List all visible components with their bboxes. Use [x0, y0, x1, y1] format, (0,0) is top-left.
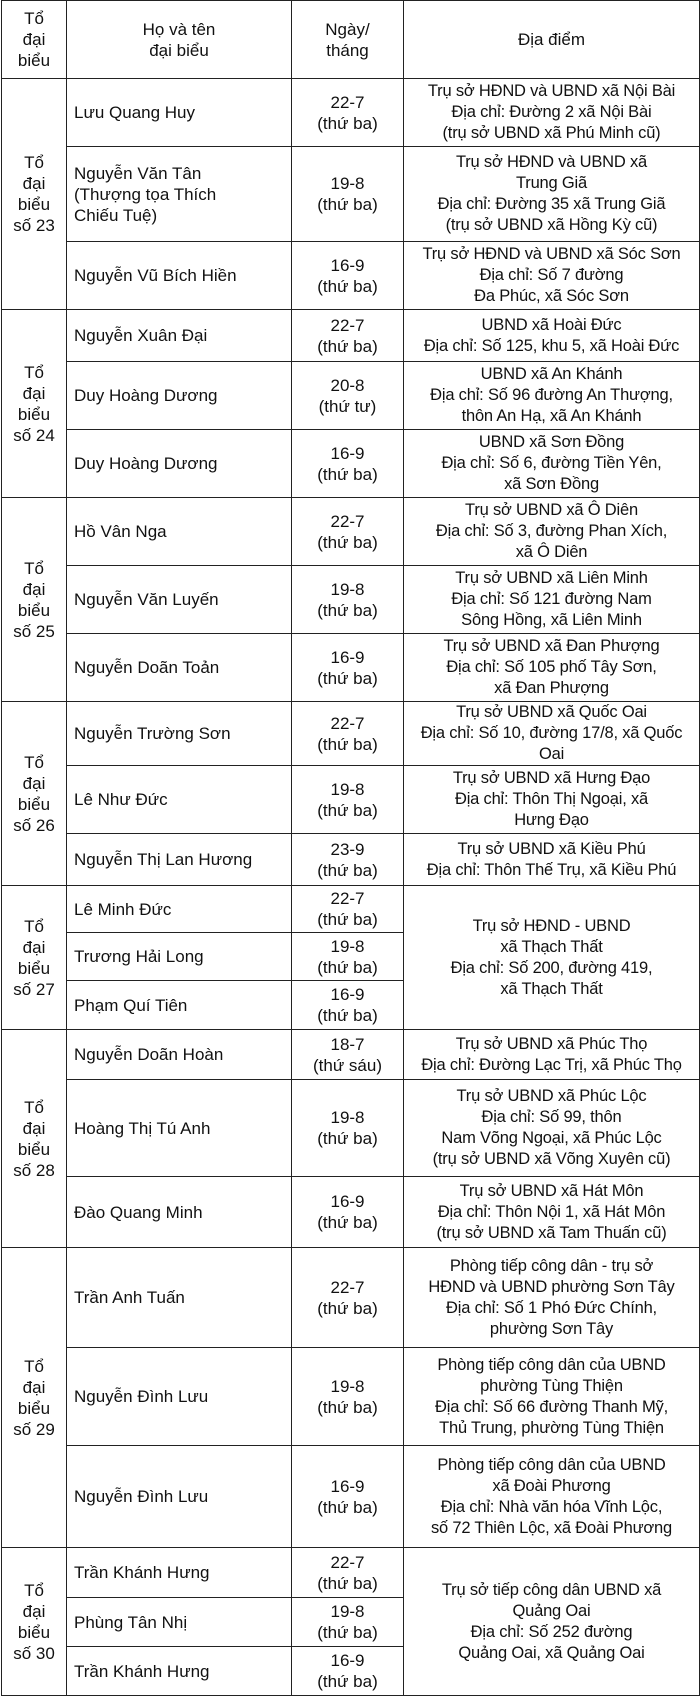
text-line: Trụ sở HĐND và UBND xã	[456, 153, 647, 171]
text-line: (thứ ba)	[317, 1213, 378, 1232]
text-line: số 30	[13, 1643, 55, 1663]
delegate-name	[67, 310, 292, 362]
text-line: Quảng Oai, xã Quảng Oai	[458, 1643, 645, 1662]
text-line: biểu	[17, 1139, 51, 1159]
text-line: 19-8	[330, 579, 365, 599]
meeting-place	[404, 242, 700, 310]
text-line: (thứ ba)	[317, 195, 378, 214]
text-line: Địa chỉ: Số 121 đường Nam	[451, 590, 652, 608]
delegate-name	[67, 1548, 292, 1598]
text-line: (thứ ba)	[317, 276, 378, 296]
text-line: Trụ sở UBND xã Đan Phượng	[443, 637, 660, 655]
header-group: Tổ đại biểu	[2, 1, 67, 79]
delegate-name	[67, 1177, 292, 1248]
header-place: Địa điểm	[404, 1, 700, 79]
text-line: Trụ sở UBND xã Hát Môn	[459, 1181, 644, 1200]
text-line: biểu	[17, 958, 51, 978]
text-line: 22-7	[330, 713, 365, 733]
group-label	[2, 702, 67, 886]
table-row	[2, 79, 700, 147]
meeting-date	[292, 498, 404, 566]
group-label	[2, 1548, 67, 1696]
text-line: (thứ ba)	[317, 800, 378, 820]
table-row	[2, 766, 700, 834]
text-line: Phạm Quí Tiên	[74, 995, 188, 1015]
text-line: Trụ sở UBND xã Kiều Phú	[457, 839, 646, 858]
text-line: (thứ ba)	[317, 532, 378, 552]
group-label	[2, 1030, 67, 1248]
text-line: Nguyễn Doãn Hoàn	[74, 1045, 224, 1064]
meeting-date	[292, 147, 404, 242]
text-line: số 28	[13, 1160, 55, 1180]
text-line: số 29	[13, 1419, 55, 1439]
meeting-place	[404, 1446, 700, 1548]
group-label	[2, 886, 67, 1030]
text-line: Lê Như Đức	[74, 790, 168, 809]
text-line: Trụ sở HĐND - UBND	[472, 916, 631, 935]
delegate-name	[67, 634, 292, 702]
text-line: Lê Minh Đức	[74, 899, 172, 919]
text-line: (thứ ba)	[317, 600, 378, 620]
text-line: xã Đan Phượng	[494, 679, 609, 697]
meeting-place	[404, 766, 700, 834]
text-line: (thứ ba)	[317, 957, 378, 977]
text-line: số 26	[13, 815, 55, 835]
table-row	[2, 498, 700, 566]
schedule-table	[1, 0, 700, 1696]
text-line: Trụ sở UBND xã Phúc Lộc	[456, 1087, 647, 1105]
meeting-place	[404, 430, 700, 498]
text-line: Tổ	[24, 916, 44, 936]
text-line: Tổ	[24, 1356, 44, 1376]
delegate-name	[67, 1080, 292, 1177]
text-line: (thứ ba)	[317, 910, 378, 929]
table-row	[2, 1446, 700, 1548]
text-line: Địa chỉ: Đường 2 xã Nội Bài	[451, 103, 652, 121]
text-line: biểu	[17, 195, 51, 214]
meeting-date	[292, 702, 404, 766]
text-line: 22-7	[330, 92, 365, 112]
table-row	[2, 1177, 700, 1248]
meeting-date	[292, 766, 404, 834]
text-line: Địa chỉ: Đường Lạc Trị, xã Phúc Thọ	[421, 1055, 682, 1074]
text-line: xã Ô Diên	[515, 543, 588, 561]
text-line: Sông Hồng, xã Liên Minh	[461, 611, 642, 629]
text-line: Trụ sở UBND xã Quốc Oai	[456, 703, 647, 721]
text-line: Thủ Trung, phường Tùng Thiện	[439, 1418, 664, 1437]
delegate-name	[67, 886, 292, 933]
text-line: Trần Khánh Hưng	[74, 1661, 210, 1681]
text-line: Duy Hoàng Dương	[74, 454, 218, 473]
text-line: (thứ ba)	[317, 1497, 378, 1517]
text-line: 19-8	[330, 1108, 365, 1127]
text-line: (thứ ba)	[317, 1623, 378, 1642]
text-line: (thứ ba)	[317, 668, 378, 688]
meeting-place	[404, 1548, 700, 1696]
table-row	[2, 702, 700, 766]
text-line: Duy Hoàng Dương	[74, 386, 218, 405]
text-line: (Thượng tọa Thích	[74, 184, 217, 204]
text-line: (thứ sáu)	[312, 1055, 382, 1075]
text-line: Nguyễn Doãn Toản	[74, 658, 220, 677]
group-label	[2, 310, 67, 498]
text-line: đại	[22, 1377, 46, 1397]
table-row	[2, 362, 700, 430]
text-line: Địa chỉ: Số 3, đường Phan Xích,	[435, 522, 668, 540]
delegate-name	[67, 1598, 292, 1647]
text-line: (thứ ba)	[317, 1573, 378, 1593]
meeting-date	[292, 981, 404, 1030]
group-label	[2, 498, 67, 702]
text-line: số 25	[13, 621, 55, 641]
text-line: đại	[22, 383, 46, 403]
header-date: Ngày/ tháng	[292, 1, 404, 79]
text-line: 22-7	[330, 889, 365, 908]
text-line: (thứ ba)	[317, 336, 378, 356]
text-line: Tổ	[24, 362, 44, 382]
text-line: 18-7	[330, 1034, 365, 1054]
delegate-name	[67, 242, 292, 310]
text-line: Địa chỉ: Số 6, đường Tiền Yên,	[441, 454, 662, 472]
meeting-date	[292, 79, 404, 147]
text-line: Trụ sở tiếp công dân UBND xã	[441, 1580, 662, 1599]
text-line: Nguyễn Vũ Bích Hiền	[74, 266, 237, 285]
text-line: (thứ ba)	[317, 860, 378, 880]
text-line: số 72 Thiên Lộc, xã Đoài Phương	[430, 1518, 672, 1537]
text-line: Địa chỉ: Thôn Thế Trụ, xã Kiều Phú	[426, 860, 677, 879]
delegate-name	[67, 79, 292, 147]
text-line: 19-8	[330, 779, 365, 799]
text-line: Hoàng Thị Tú Anh	[74, 1118, 211, 1138]
text-line: đại	[22, 1118, 46, 1138]
meeting-date	[292, 566, 404, 634]
text-line: (trụ sở UBND xã Phú Minh cũ)	[442, 124, 661, 142]
text-line: thôn An Hạ, xã An Khánh	[461, 407, 642, 425]
text-line: Trần Khánh Hưng	[74, 1563, 210, 1582]
delegate-name	[67, 1030, 292, 1080]
meeting-date	[292, 310, 404, 362]
table-row	[2, 242, 700, 310]
text-line: (thứ ba)	[317, 1006, 378, 1025]
delegate-name	[67, 566, 292, 634]
delegate-name	[67, 766, 292, 834]
delegate-name	[67, 702, 292, 766]
text-line: Hồ Vân Nga	[74, 522, 167, 541]
header-row	[2, 1, 700, 79]
text-line: 16-9	[330, 647, 365, 667]
text-line: Địa chỉ: Số 10, đường 17/8, xã Quốc Oai	[420, 724, 683, 763]
delegate-name	[67, 1446, 292, 1548]
meeting-date	[292, 430, 404, 498]
text-line: biểu	[17, 404, 51, 424]
meeting-date	[292, 1598, 404, 1647]
text-line: xã Đoài Phương	[492, 1476, 611, 1495]
text-line: 23-9	[330, 839, 365, 859]
text-line: Trụ sở UBND xã Phúc Thọ	[455, 1034, 648, 1053]
text-line: Trụ sở HĐND và UBND xã Sóc Sơn	[422, 245, 681, 263]
text-line: biểu	[17, 1398, 51, 1418]
text-line: đại	[22, 773, 46, 793]
text-line: HĐND và UBND phường Sơn Tây	[428, 1277, 675, 1296]
meeting-date	[292, 1177, 404, 1248]
text-line: 22-7	[330, 511, 365, 531]
text-line: Quảng Oai	[512, 1601, 591, 1620]
meeting-date	[292, 362, 404, 430]
meeting-place	[404, 1248, 700, 1348]
text-line: Trụ sở HĐND và UBND xã Nội Bài	[427, 82, 676, 100]
meeting-place	[404, 310, 700, 362]
text-line: Địa chỉ: Nhà văn hóa Vĩnh Lộc,	[440, 1497, 663, 1516]
text-line: (thứ ba)	[317, 1672, 378, 1691]
text-line: (thứ ba)	[317, 464, 378, 484]
text-line: Đa Phúc, xã Sóc Sơn	[474, 287, 629, 305]
delegate-name	[67, 1348, 292, 1446]
table-row	[2, 634, 700, 702]
meeting-date	[292, 1030, 404, 1080]
meeting-place	[404, 634, 700, 702]
text-line: (thứ ba)	[317, 113, 378, 133]
delegate-name	[67, 933, 292, 981]
text-line: Tổ	[24, 1097, 44, 1117]
table-row	[2, 147, 700, 242]
table-row	[2, 1548, 700, 1598]
text-line: đại	[22, 174, 46, 193]
text-line: UBND xã Hoài Đức	[481, 315, 622, 334]
meeting-place	[404, 566, 700, 634]
text-line: Trung Giã	[516, 174, 587, 192]
table-row	[2, 1248, 700, 1348]
text-line: Phòng tiếp công dân của UBND	[437, 1455, 666, 1474]
group-label	[2, 1248, 67, 1548]
text-line: xã Thạch Thất	[500, 979, 603, 998]
table-row	[2, 310, 700, 362]
text-line: (thứ ba)	[317, 1129, 378, 1148]
header-name: Họ và tên đại biểu	[67, 1, 292, 79]
meeting-date	[292, 933, 404, 981]
text-line: 19-8	[330, 936, 365, 956]
text-line: Địa chỉ: Số 125, khu 5, xã Hoài Đức	[423, 336, 680, 355]
meeting-place	[404, 1348, 700, 1446]
meeting-place	[404, 147, 700, 242]
text-line: biểu	[17, 794, 51, 814]
meeting-place	[404, 886, 700, 1030]
meeting-date	[292, 1248, 404, 1348]
text-line: số 24	[13, 425, 55, 445]
text-line: Trụ sở UBND xã Ô Diên	[465, 501, 638, 519]
text-line: Địa chỉ: Số 66 đường Thanh Mỹ,	[435, 1397, 668, 1416]
delegate-name	[67, 981, 292, 1030]
text-line: Chiếu Tuệ)	[74, 205, 158, 225]
delegate-name	[67, 834, 292, 886]
text-line: xã Thạch Thất	[500, 937, 603, 956]
text-line: UBND xã Sơn Đồng	[478, 433, 625, 451]
text-line: đại	[22, 937, 46, 957]
delegate-name	[67, 1647, 292, 1696]
delegate-name	[67, 362, 292, 430]
delegate-name	[67, 147, 292, 242]
text-line: đại	[22, 1601, 46, 1621]
text-line: Địa chỉ: Số 105 phố Tây Sơn,	[446, 658, 657, 676]
text-line: Nguyễn Trường Sơn	[74, 724, 231, 743]
meeting-place	[404, 1080, 700, 1177]
text-line: Địa chỉ: Thôn Nội 1, xã Hát Môn	[437, 1202, 666, 1221]
text-line: phường Tùng Thiện	[480, 1376, 623, 1395]
text-line: 20-8	[330, 375, 365, 395]
text-line: biểu	[17, 600, 51, 620]
meeting-place	[404, 834, 700, 886]
text-line: phường Sơn Tây	[489, 1319, 614, 1338]
text-line: Địa chỉ: Số 200, đường 419,	[450, 958, 653, 977]
table-row	[2, 566, 700, 634]
table-row	[2, 1080, 700, 1177]
text-line: 22-7	[330, 315, 365, 335]
text-line: 19-8	[330, 1376, 365, 1396]
text-line: Trụ sở UBND xã Hưng Đạo	[452, 769, 651, 787]
text-line: Đào Quang Minh	[74, 1202, 203, 1222]
text-line: Nguyễn Thị Lan Hương	[74, 850, 253, 869]
text-line: (thứ ba)	[317, 734, 378, 754]
table-row	[2, 430, 700, 498]
text-line: Địa chỉ: Số 252 đường	[470, 1622, 633, 1641]
text-line: đại	[22, 579, 46, 599]
text-line: 19-8	[330, 174, 365, 193]
text-line: Địa chỉ: Đường 35 xã Trung Giã	[437, 195, 666, 213]
text-line: Trần Anh Tuấn	[74, 1288, 185, 1307]
text-line: Phòng tiếp công dân của UBND	[437, 1355, 666, 1374]
table-row	[2, 1348, 700, 1446]
delegate-name	[67, 498, 292, 566]
text-line: Nguyễn Văn Tân	[74, 163, 202, 183]
text-line: Nguyễn Đình Lưu	[74, 1387, 209, 1406]
meeting-date	[292, 1348, 404, 1446]
text-line: 22-7	[330, 1277, 365, 1297]
text-line: Tổ	[24, 1580, 44, 1600]
text-line: 22-7	[330, 1552, 365, 1572]
table-row	[2, 834, 700, 886]
text-line: 16-9	[330, 255, 365, 275]
text-line: (trụ sở UBND xã Tam Thuấn cũ)	[436, 1223, 667, 1242]
meeting-date	[292, 886, 404, 933]
text-line: Phòng tiếp công dân - trụ sở	[449, 1256, 654, 1275]
text-line: Tổ	[24, 558, 44, 578]
text-line: 16-9	[330, 1192, 365, 1211]
text-line: Địa chỉ: Số 99, thôn	[481, 1108, 622, 1126]
text-line: Nguyễn Văn Luyến	[74, 590, 219, 609]
text-line: 19-8	[330, 1602, 365, 1621]
text-line: 16-9	[330, 985, 365, 1004]
text-line: 16-9	[330, 443, 365, 463]
text-line: Trương Hải Long	[74, 947, 204, 966]
delegate-name	[67, 430, 292, 498]
meeting-date	[292, 1647, 404, 1696]
text-line: số 23	[13, 216, 55, 235]
meeting-place	[404, 498, 700, 566]
meeting-place	[404, 1177, 700, 1248]
text-line: Nam Võng Ngoại, xã Phúc Lộc	[441, 1129, 662, 1147]
meeting-date	[292, 242, 404, 310]
meeting-place	[404, 702, 700, 766]
table-row	[2, 886, 700, 933]
table-row	[2, 1030, 700, 1080]
meeting-place	[404, 1030, 700, 1080]
meeting-place	[404, 362, 700, 430]
text-line: (trụ sở UBND xã Võng Xuyên cũ)	[432, 1150, 671, 1168]
text-line: (trụ sở UBND xã Hồng Kỳ cũ)	[445, 216, 658, 234]
meeting-date	[292, 1446, 404, 1548]
text-line: Phùng Tân Nhị	[74, 1612, 188, 1632]
text-line: Tổ	[24, 752, 44, 772]
meeting-date	[292, 634, 404, 702]
group-label	[2, 79, 67, 310]
text-line: biểu	[17, 1622, 51, 1642]
text-line: Tổ	[24, 153, 44, 172]
meeting-date	[292, 834, 404, 886]
text-line: Trụ sở UBND xã Liên Minh	[455, 569, 648, 587]
text-line: Địa chỉ: Thôn Thị Ngoại, xã	[454, 790, 648, 808]
text-line: 16-9	[330, 1476, 365, 1496]
text-line: Nguyễn Đình Lưu	[74, 1487, 209, 1506]
meeting-date	[292, 1548, 404, 1598]
text-line: xã Sơn Đồng	[504, 475, 599, 493]
text-line: số 27	[13, 979, 55, 999]
text-line: Nguyễn Xuân Đại	[74, 326, 208, 345]
text-line: Địa chỉ: Số 96 đường An Thượng,	[430, 386, 673, 404]
text-line: 16-9	[330, 1651, 365, 1670]
text-line: Địa chỉ: Số 7 đường	[479, 266, 624, 284]
text-line: (thứ tư)	[318, 396, 377, 416]
text-line: (thứ ba)	[317, 1298, 378, 1318]
text-line: Hưng Đạo	[514, 811, 589, 829]
meeting-date	[292, 1080, 404, 1177]
text-line: (thứ ba)	[317, 1397, 378, 1417]
text-line: Địa chỉ: Số 1 Phó Đức Chính,	[446, 1298, 657, 1317]
meeting-place	[404, 79, 700, 147]
delegate-name	[67, 1248, 292, 1348]
text-line: Lưu Quang Huy	[74, 103, 196, 122]
text-line: UBND xã An Khánh	[480, 365, 623, 383]
